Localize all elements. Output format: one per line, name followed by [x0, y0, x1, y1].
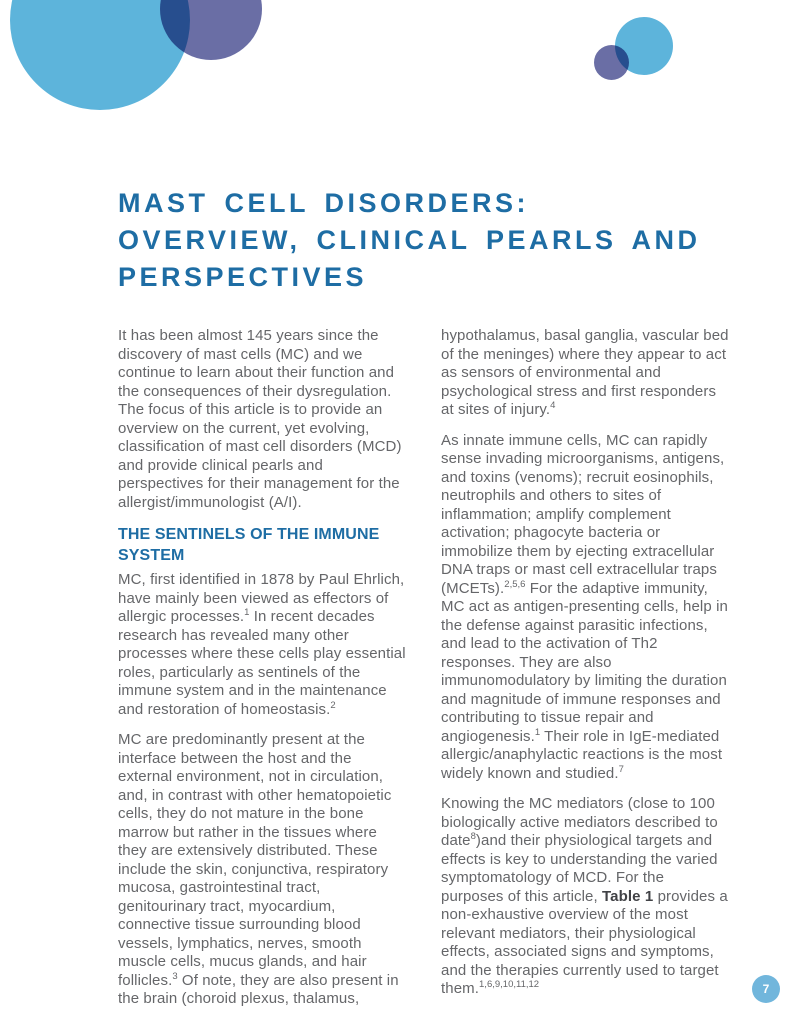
reference-superscript: 1,6,9,10,11,12 — [479, 979, 540, 990]
reference-superscript: 4 — [550, 400, 556, 411]
article-body — [118, 327, 730, 1009]
paragraph: hypothalamus, basal ganglia, vascular bed of the meninges) where they appear to act as sensors of environmental and psychological stress and first responders at sites of injury.$^4$ — [441, 327, 729, 418]
paragraph: It has been almost 145 years since the discovery of mast cells (MC) and we continue to learn about their function and the consequences of their dysregulation. The focus of this article is to provide an overview on the current, yet evolving, classification of mast cell disorders (MCD) and provide clinical pearls and perspectives for their management for the allergist/immunologist (A/I). — [118, 327, 402, 511]
reference-superscript: 1 — [534, 726, 541, 738]
left-column — [118, 327, 407, 1009]
reference-superscript: 2,5,6 — [504, 578, 526, 590]
bold-text: Table 1 — [602, 887, 654, 905]
page-title-line: OVERVIEW, CLINICAL PEARLS AND — [118, 225, 701, 255]
reference-superscript: 1 — [244, 607, 250, 618]
paragraph: MC are predominantly present at the interface between the host and the external environment, not in circulation, and, in contrast with other hematopoietic cells, they do not mature in the bone marrow but rather in the tissues where they are extensively distributed. These include the skin, conjunctiva, respiratory mucosa, gastrointestinal tract, genitourinary tract, myocardium, connective tissue surrounding blood vessels, lymphatics, nerves, smooth muscle cells, mucus glands, and hair follicles.$^3$ Of note, they are also present in the brain (choroid plexus, thalamus, — [118, 731, 399, 1007]
right-column — [441, 327, 730, 1009]
reference-superscript: 3 — [172, 970, 178, 982]
page-number-badge: 7 — [752, 975, 780, 1003]
paragraph: As innate immune cells, MC can rapidly sense invading microorganisms, antigens, and toxins (venoms); recruit eosinophils, neutrophils and others to sites of inflammation; amplify complement activation; phagocyte bacteria or immobilize them by ejecting extracellular DNA traps or mast cell extracellular traps (MCETs).$^{2,5,6}$ For the adaptive immunity, MC act as antigen-presenting cells, help in the defense against parasitic infections, and lead to the activation of Th2 responses. They are also immunomodulatory by limiting the duration and magnitude of immune responses and contributing to tissue repair and angiogenesis.$^1$ Their role in IgE-mediated allergic/anaphylactic reactions is the most widely known and studied.$^7$ — [441, 431, 728, 782]
page-title-line: MAST CELL DISORDERS: — [118, 188, 530, 218]
page-title-line: PERSPECTIVES — [118, 262, 368, 292]
reference-superscript: 2 — [330, 699, 336, 711]
decorative-circle-small-purple — [594, 45, 629, 80]
paragraph: MC, first identified in 1878 by Paul Ehrlich, have mainly been viewed as effectors of allergic processes.$^1$ In recent decades research has revealed many other processes where these cells play essential roles, particularly as sentinels of the immune system and in the maintenance and restoration of homeostasis.$^2$ — [118, 571, 406, 718]
section-heading: THE SENTINELS OF THE IMMUNE SYSTEM — [118, 526, 380, 564]
paragraph: Knowing the MC mediators (close to 100 biologically active mediators described to date$^8$)and their physiological targets and effects is key to understanding the varied symptomatology of MCD. For the purposes of this article, Table 1 provides a non-exhaustive overview of the most relevant mediators, their physiological effects, associated signs and symptoms, and the therapies currently used to target them.$^{1,6,9,10,11,12}$ — [441, 795, 728, 997]
reference-superscript: 7 — [618, 763, 624, 775]
page-title — [118, 185, 701, 296]
reference-superscript: 8 — [470, 831, 476, 842]
